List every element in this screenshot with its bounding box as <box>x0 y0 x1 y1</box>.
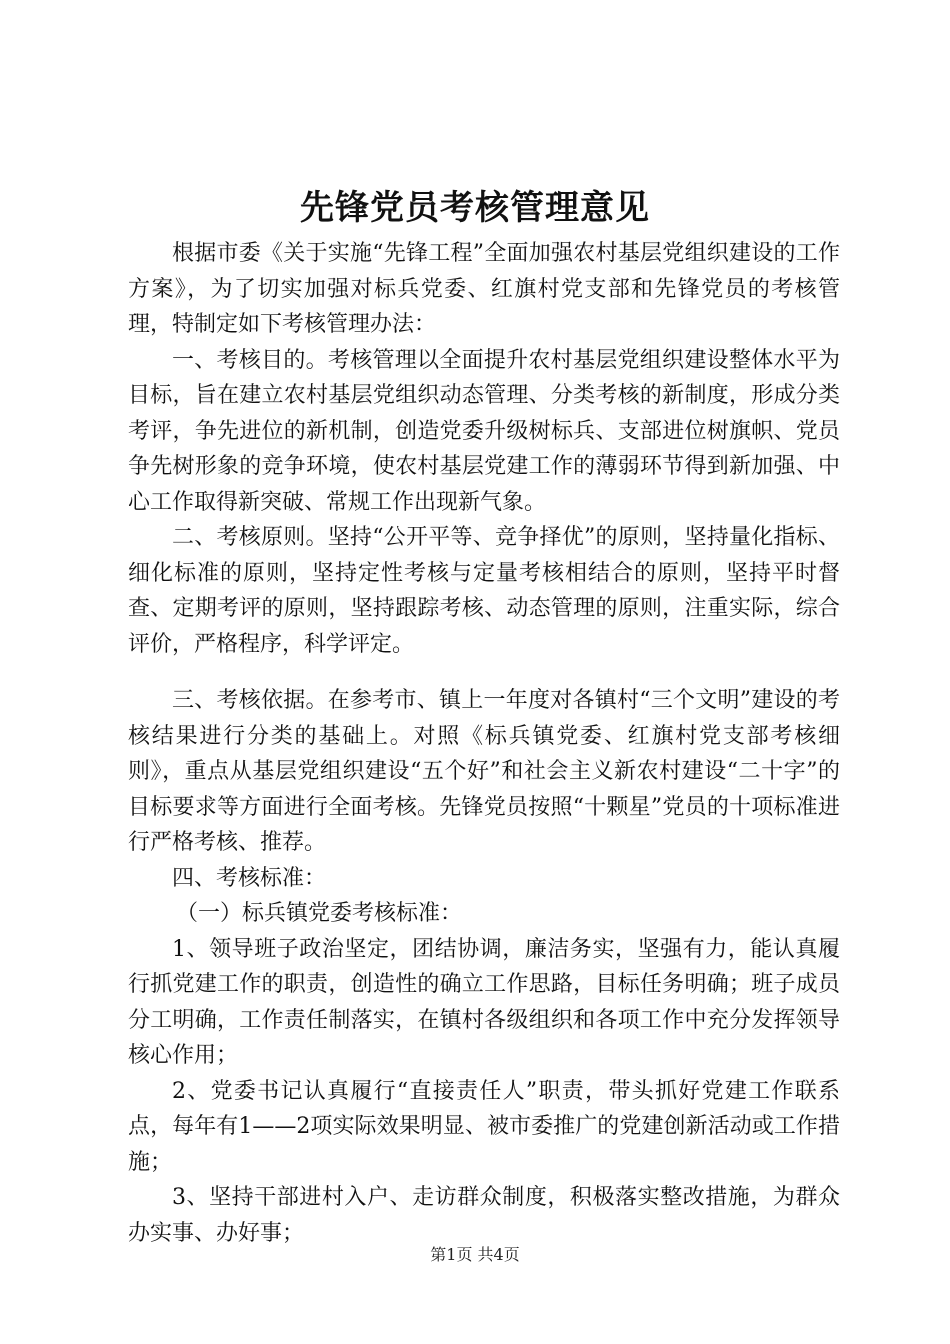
standard-item-1: 1、领导班子政治坚定，团结协调，廉洁务实，坚强有力，能认真履行抓党建工作的职责，创造性的确立工作思路，目标任务明确；班子成员分工明确，工作责任制落实，在镇村各级组织和各项工作中充分发挥领导核心作用； <box>128 936 840 1068</box>
standard-item-3: 3、坚持干部进村入户、走访群众制度，积极落实整改措施，为群众办实事、办好事； <box>128 1185 840 1246</box>
subsection-1-heading: （一）标兵镇党委考核标准： <box>176 901 463 926</box>
document-title: 先锋党员考核管理意见 <box>300 188 650 228</box>
section-3-basis: 三、考核依据。在参考市、镇上一年度对各镇村“三个文明”建设的考核结果进行分类的基础上。对照《标兵镇党委、红旗村党支部考核细则》，重点从基层党组织建设“五个好”和社会主义新农村建设“二十字”的目标要求等方面进行全面考核。先锋党员按照“十颗星”党员的十项标准进行严格考核、推荐。 <box>128 688 840 855</box>
standard-item-2: 2、党委书记认真履行“直接责任人”职责，带头抓好党建工作联系点，每年有1——2项实际效果明显、被市委推广的党建创新活动或工作措施； <box>128 1078 840 1175</box>
section-1-purpose: 一、考核目的。考核管理以全面提升农村基层党组织建设整体水平为目标，旨在建立农村基层党组织动态管理、分类考核的新制度，形成分类考评，争先进位的新机制，创造党委升级树标兵、支部进位树旗帜、党员争先树形象的竞争环境，使农村基层党建工作的薄弱环节得到新加强、中心工作取得新突破、常规工作出现新气象。 <box>128 347 840 515</box>
page-number-footer: 第1页 共4页 <box>430 1245 520 1264</box>
document-body <box>128 236 840 1251</box>
section-2-principles: 二、考核原则。坚持“公开平等、竞争择优”的原则，坚持量化指标、细化标准的原则，坚持定性考核与定量考核相结合的原则，坚持平时督查、定期考评的原则，坚持跟踪考核、动态管理的原则，注重实际，综合评价，严格程序，科学评定。 <box>128 525 840 657</box>
intro-paragraph: 根据市委《关于实施“先锋工程”全面加强农村基层党组织建设的工作方案》，为了切实加强对标兵党委、红旗村党支部和先锋党员的考核管理，特制定如下考核管理办法： <box>128 241 840 337</box>
section-4-standards-heading: 四、考核标准： <box>172 865 327 891</box>
